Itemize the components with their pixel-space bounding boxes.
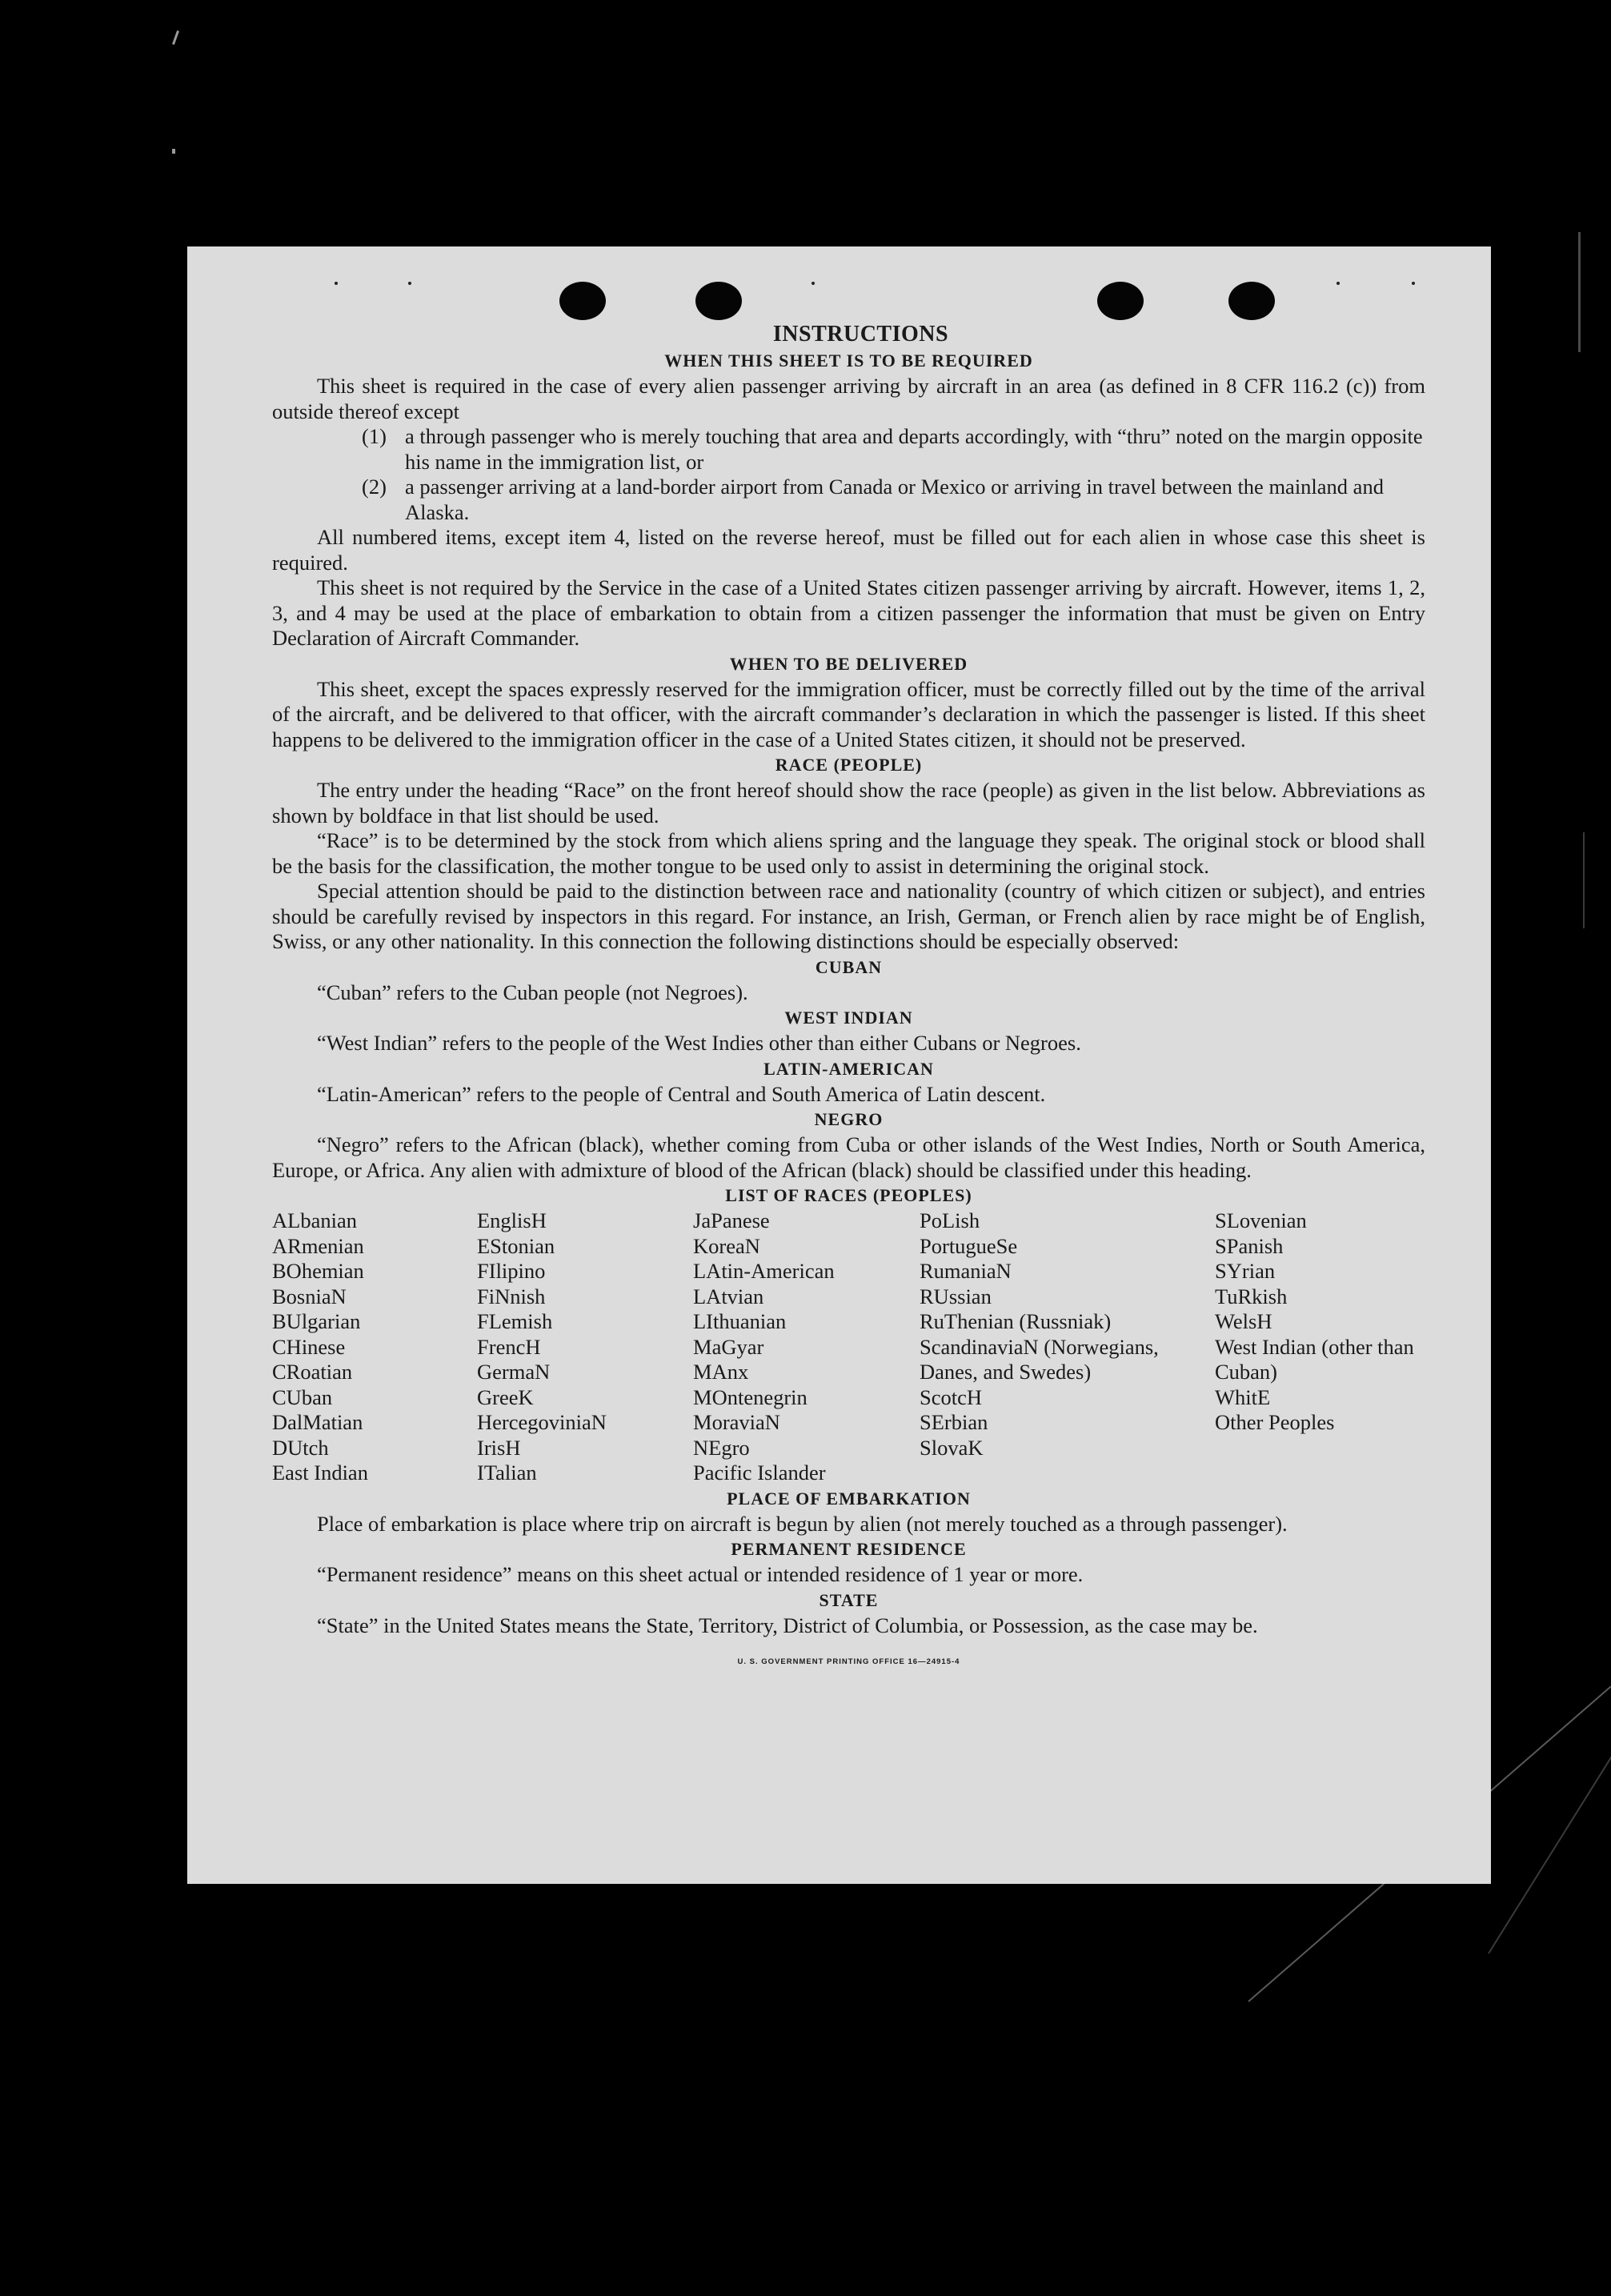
speck xyxy=(812,282,815,285)
race-entry: BOhemian xyxy=(272,1259,364,1283)
race-entry: BUlgarian xyxy=(272,1309,361,1333)
race-entry: RUssian xyxy=(920,1284,992,1308)
race-entry: NEgro xyxy=(693,1435,750,1460)
race-entry: FIlipino xyxy=(477,1259,546,1283)
paragraph: “Latin-American” refers to the people of Central and South America of Latin descent. xyxy=(317,1081,1046,1106)
punch-hole xyxy=(1228,282,1275,320)
race-entry: ALbanian xyxy=(272,1208,357,1232)
punch-hole xyxy=(559,282,606,320)
race-entry: IrisH xyxy=(477,1435,521,1460)
instructions-text xyxy=(272,321,1425,1675)
race-entry: ITalian xyxy=(477,1461,537,1485)
section-heading-races-list: LIST OF RACES (PEOPLES) xyxy=(725,1185,972,1205)
item-text: a through passenger who is merely touching that area and departs accordingly, with “thru” noted on the margin opposite his name in the immigration list, or xyxy=(405,424,1423,474)
paragraph: “Race” is to be determined by the stock from which aliens spring and the language they speak. The original stock or blood shall be the basis for the classification, the mother tongue to be used only to assist in determining the original stock. xyxy=(272,828,1425,878)
punch-hole xyxy=(1097,282,1144,320)
race-entry: ScandinaviaN (Norwegians, Danes, and Swedes) xyxy=(920,1334,1159,1384)
race-entry: BosniaN xyxy=(272,1284,347,1308)
item-number: (1) xyxy=(362,424,387,448)
paragraph: This sheet is required in the case of every alien passenger arriving by aircraft in an area (as defined in 8 CFR 116.2 (c)) from outside thereof except xyxy=(272,374,1425,423)
speck xyxy=(1336,282,1340,285)
races-column xyxy=(272,1208,477,1486)
race-entry: SLovenian xyxy=(1215,1208,1307,1232)
item-number: (2) xyxy=(362,475,387,499)
section-heading-required: WHEN THIS SHEET IS TO BE REQUIRED xyxy=(664,351,1033,371)
paragraph: “Cuban” refers to the Cuban people (not Negroes). xyxy=(317,980,748,1004)
section-heading-west-indian: WEST INDIAN xyxy=(784,1008,913,1028)
numbered-item xyxy=(362,475,1425,525)
race-entry: ARmenian xyxy=(272,1233,364,1258)
race-entry: RuThenian (Russniak) xyxy=(920,1309,1112,1333)
section-heading-embarkation: PLACE OF EMBARKATION xyxy=(727,1488,971,1509)
race-entry: RumaniaN xyxy=(920,1259,1012,1283)
race-entry: TuRkish xyxy=(1215,1284,1288,1308)
race-entry: KoreaN xyxy=(693,1233,760,1258)
printing-office-line: U. S. GOVERNMENT PRINTING OFFICE 16—24915-4 xyxy=(737,1657,960,1666)
item-text: a passenger arriving at a land-border airport from Canada or Mexico or arriving in travel between the mainland and Alaska. xyxy=(405,475,1384,524)
scan-mark xyxy=(172,149,175,154)
document-title: INSTRUCTIONS xyxy=(772,322,949,347)
section-heading-race: RACE (PEOPLE) xyxy=(775,755,923,775)
paragraph: “Negro” refers to the African (black), whether coming from Cuba or other islands of the West Indies, North or South America, Europe, or Africa. Any alien with admixture of blood of the African (black) should be classified under this heading. xyxy=(272,1132,1425,1182)
race-entry: LAtvian xyxy=(693,1284,764,1308)
race-entry: Pacific Islander xyxy=(693,1461,826,1485)
speck xyxy=(335,282,338,285)
paragraph: “State” in the United States means the State, Territory, District of Columbia, or Possession, as the case may be. xyxy=(317,1613,1258,1637)
race-entry: WelsH xyxy=(1215,1309,1272,1333)
paragraph: The entry under the heading “Race” on the front hereof should show the race (people) as given in the list below. Abbreviations as shown by boldface in that list should be used. xyxy=(272,778,1425,827)
race-entry: PortugueSe xyxy=(920,1233,1018,1258)
race-entry: WhitE xyxy=(1215,1384,1271,1409)
paragraph: Place of embarkation is place where trip on aircraft is begun by alien (not merely touched as a through passenger). xyxy=(317,1511,1288,1536)
scan-line xyxy=(1488,1749,1611,1953)
speck xyxy=(408,282,411,285)
paragraph: This sheet, except the spaces expressly reserved for the immigration officer, must be correctly filled out by the time of the arrival of the aircraft, and be delivered to that officer, with the aircraft commander’s declaration in which the passenger is listed. If this sheet happens to be delivered to the immigration officer in the case of a United States citizen, it should not be preserved. xyxy=(272,676,1425,751)
race-entry: HercegoviniaN xyxy=(477,1410,607,1434)
races-column xyxy=(920,1208,1215,1486)
race-entry: MAnx xyxy=(693,1360,749,1384)
paragraph: “West Indian” refers to the people of the West Indies other than either Cubans or Negroes. xyxy=(317,1031,1081,1055)
paragraph: “Permanent residence” means on this sheet actual or intended residence of 1 year or more. xyxy=(317,1562,1084,1586)
race-entry: MOntenegrin xyxy=(693,1384,808,1409)
races-list xyxy=(272,1208,1425,1486)
race-entry: PoLish xyxy=(920,1208,980,1232)
race-entry: EnglisH xyxy=(477,1208,547,1232)
paragraph: Special attention should be paid to the distinction between race and nationality (country of which citizen or subject), and entries should be carefully revised by inspectors in this regard. For instance, an Irish, German, or French alien by race might be of English, Swiss, or any other nationality. In this connection the following distinctions should be especially observed: xyxy=(272,879,1425,953)
race-entry: SErbian xyxy=(920,1410,988,1434)
race-entry: FiNnish xyxy=(477,1284,546,1308)
races-column xyxy=(693,1208,920,1486)
races-column xyxy=(477,1208,693,1486)
paragraph: All numbered items, except item 4, listed on the reverse hereof, must be filled out for each alien in whose case this sheet is required. xyxy=(272,525,1425,575)
race-entry: GreeK xyxy=(477,1384,534,1409)
race-entry: SlovaK xyxy=(920,1435,984,1460)
section-heading-negro: NEGRO xyxy=(814,1109,884,1129)
race-entry: DUtch xyxy=(272,1435,329,1460)
scan-mark xyxy=(1583,832,1585,928)
section-heading-delivered: WHEN TO BE DELIVERED xyxy=(729,653,968,674)
scan-mark xyxy=(1578,232,1581,352)
race-entry: DalMatian xyxy=(272,1410,363,1434)
race-entry: CHinese xyxy=(272,1334,346,1359)
race-entry: ScotcH xyxy=(920,1384,983,1409)
race-entry: SYrian xyxy=(1215,1259,1276,1283)
race-entry: EStonian xyxy=(477,1233,555,1258)
document-sheet xyxy=(187,246,1491,1884)
race-entry: East Indian xyxy=(272,1461,368,1485)
race-entry: LIthuanian xyxy=(693,1309,787,1333)
race-entry: SPanish xyxy=(1215,1233,1284,1258)
race-entry: GermaN xyxy=(477,1360,551,1384)
scan-mark xyxy=(172,30,179,45)
race-entry: MaGyar xyxy=(693,1334,764,1359)
race-entry: MoraviaN xyxy=(693,1410,780,1434)
race-entry: FrencH xyxy=(477,1334,541,1359)
section-heading-cuban: CUBAN xyxy=(815,956,883,977)
section-heading-latin-american: LATIN-AMERICAN xyxy=(763,1058,934,1079)
race-entry: FLemish xyxy=(477,1309,553,1333)
race-entry: LAtin-American xyxy=(693,1259,835,1283)
punch-hole xyxy=(695,282,742,320)
race-entry: CRoatian xyxy=(272,1360,353,1384)
race-entry: West Indian (other than Cuban) xyxy=(1215,1334,1414,1384)
section-heading-state: STATE xyxy=(819,1589,879,1610)
paragraph: This sheet is not required by the Service in the case of a United States citizen passenger arriving by aircraft. However, items 1, 2, 3, and 4 may be used at the place of embarkation to obtain from a citizen passenger the information that must be given on Entry Declaration of Aircraft Commander. xyxy=(272,575,1425,650)
races-column xyxy=(1215,1208,1425,1486)
race-entry: CUban xyxy=(272,1384,333,1409)
section-heading-residence: PERMANENT RESIDENCE xyxy=(731,1539,967,1559)
speck xyxy=(1412,282,1415,285)
numbered-item xyxy=(362,424,1425,475)
race-entry: Other Peoples xyxy=(1215,1410,1335,1434)
race-entry: JaPanese xyxy=(693,1208,770,1232)
